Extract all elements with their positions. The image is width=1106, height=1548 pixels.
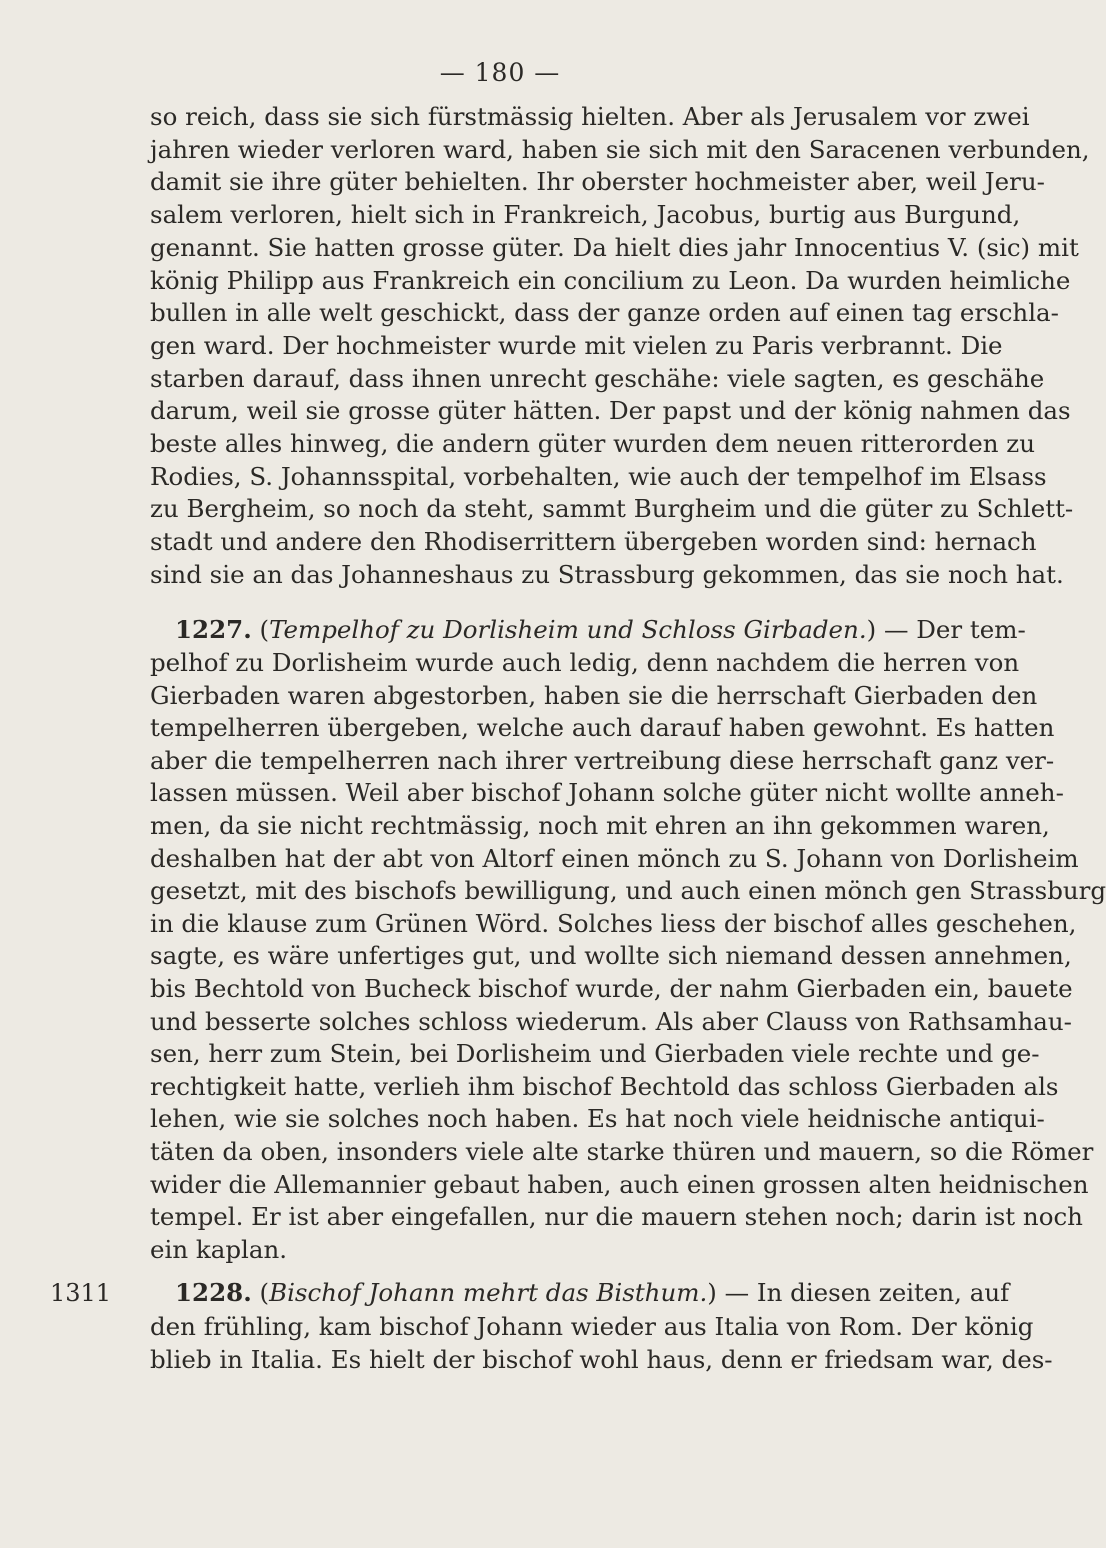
text-line: sagte, es wäre unfertiges gut, und wollte sich niemand dessen annehmen, bbox=[150, 941, 1072, 971]
text-line: genannt. Sie hatten grosse güter. Da hielt dies jahr Innocentius V. (sic) mit bbox=[150, 232, 1079, 262]
text-line: jahren wieder verloren ward, haben sie sich mit den Saracenen verbunden, bbox=[150, 134, 1090, 164]
text-line: deshalben hat der abt von Altorf einen mönch zu S. Johann von Dorlisheim bbox=[150, 843, 1079, 873]
entry-lead: — Der tem- bbox=[876, 615, 1026, 644]
text-line: stadt und andere den Rhodiserrittern übergeben worden sind: hernach bbox=[150, 527, 1037, 557]
text-line: tempelherren übergeben, welche auch darauf haben gewohnt. Es hatten bbox=[150, 713, 1055, 743]
text-line: sind sie an das Johanneshaus zu Strassburg gekommen, das sie noch hat. bbox=[150, 559, 1064, 589]
text-line: beste alles hinweg, die andern güter wurden dem neuen ritterorden zu bbox=[150, 429, 1035, 458]
text-line: pelhof zu Dorlisheim wurde auch ledig, denn nachdem die herren von bbox=[150, 648, 1020, 677]
entry-1228-heading-line bbox=[150, 1276, 1010, 1310]
entry-1227-heading-line bbox=[150, 613, 1026, 647]
entry-number: 1227. bbox=[175, 615, 252, 644]
text-line: und besserte solches schloss wiederum. Als aber Clauss von Rathsamhau- bbox=[150, 1006, 1072, 1036]
text-line: wider die Allemannier gebaut haben, auch einen grossen alten heidnischen bbox=[150, 1169, 1089, 1199]
text-line: täten da oben, insonders viele alte starke thüren und mauern, so die Römer bbox=[150, 1137, 1094, 1166]
entry-number: 1228. bbox=[175, 1278, 252, 1307]
text-line: tempel. Er ist aber eingefallen, nur die mauern stehen noch; darin ist noch bbox=[150, 1202, 1083, 1232]
text-line: den frühling, kam bischof Johann wieder aus Italia von Rom. Der könig bbox=[150, 1312, 1034, 1341]
text-line: so reich, dass sie sich fürstmässig hielten. Aber als Jerusalem vor zwei bbox=[150, 102, 1030, 131]
text-line: gen ward. Der hochmeister wurde mit vielen zu Paris verbrannt. Die bbox=[150, 330, 1003, 360]
text-line: könig Philipp aus Frankreich ein concilium zu Leon. Da wurden heimliche bbox=[150, 265, 1071, 295]
text-line: damit sie ihre güter behielten. Ihr oberster hochmeister aber, weil Jeru- bbox=[150, 167, 1045, 197]
entry-lead: — In diesen zeiten, auf bbox=[716, 1278, 1010, 1307]
text-line: blieb in Italia. Es hielt der bischof wohl haus, denn er friedsam war, des- bbox=[150, 1345, 1053, 1374]
text-line: lehen, wie sie solches noch haben. Es hat noch viele heidnische antiqui- bbox=[150, 1104, 1045, 1134]
text-line: aber die tempelherren nach ihrer vertreibung diese herrschaft ganz ver- bbox=[150, 745, 1055, 775]
text-line: Gierbaden waren abgestorben, haben sie die herrschaft Gierbaden den bbox=[150, 680, 1038, 710]
text-line: zu Bergheim, so noch da steht, sammt Burgheim und die güter zu Schlett- bbox=[150, 494, 1074, 524]
entry-title: Bischof Johann mehrt das Bisthum. bbox=[269, 1278, 708, 1307]
text-line: bullen in alle welt geschickt, dass der ganze orden auf einen tag erschla- bbox=[150, 298, 1059, 328]
text-line: gesetzt, mit des bischofs bewilligung, und auch einen mönch gen Strassburg bbox=[150, 876, 1106, 906]
text-line: rechtigkeit hatte, verlieh ihm bischof Bechtold das schloss Gierbaden als bbox=[150, 1071, 1059, 1101]
text-line: lassen müssen. Weil aber bischof Johann solche güter nicht wollte anneh- bbox=[150, 778, 1064, 808]
entry-title: Tempelhof zu Dorlisheim und Schloss Girbaden. bbox=[269, 615, 867, 644]
page-number: — 180 — bbox=[439, 58, 561, 87]
text-line: salem verloren, hielt sich in Frankreich, Jacobus, burtig aus Burgund, bbox=[150, 200, 1021, 230]
entry-title-wrap: (Tempelhof zu Dorlisheim und Schloss Girbaden.) bbox=[259, 615, 877, 644]
text-line: men, da sie nicht rechtmässig, noch mit ehren an ihn gekommen waren, bbox=[150, 811, 1050, 840]
text-line: sen, herr zum Stein, bei Dorlisheim und Gierbaden viele rechte und ge- bbox=[150, 1039, 1040, 1069]
text-line: in die klause zum Grünen Wörd. Solches liess der bischof alles geschehen, bbox=[150, 908, 1077, 938]
text-line: darum, weil sie grosse güter hätten. Der papst und der könig nahmen das bbox=[150, 396, 1071, 426]
text-line: starben darauf, dass ihnen unrecht geschähe: viele sagten, es geschähe bbox=[150, 363, 1045, 393]
text-line: bis Bechtold von Bucheck bischof wurde, der nahm Gierbaden ein, bauete bbox=[150, 974, 1073, 1003]
text-line: Rodies, S. Johannsspital, vorbehalten, wie auch der tempelhof im Elsass bbox=[150, 461, 1047, 491]
margin-year: 1311 bbox=[50, 1279, 112, 1307]
text-line: ein kaplan. bbox=[150, 1234, 288, 1264]
entry-title-wrap: (Bischof Johann mehrt das Bisthum.) bbox=[259, 1278, 717, 1307]
